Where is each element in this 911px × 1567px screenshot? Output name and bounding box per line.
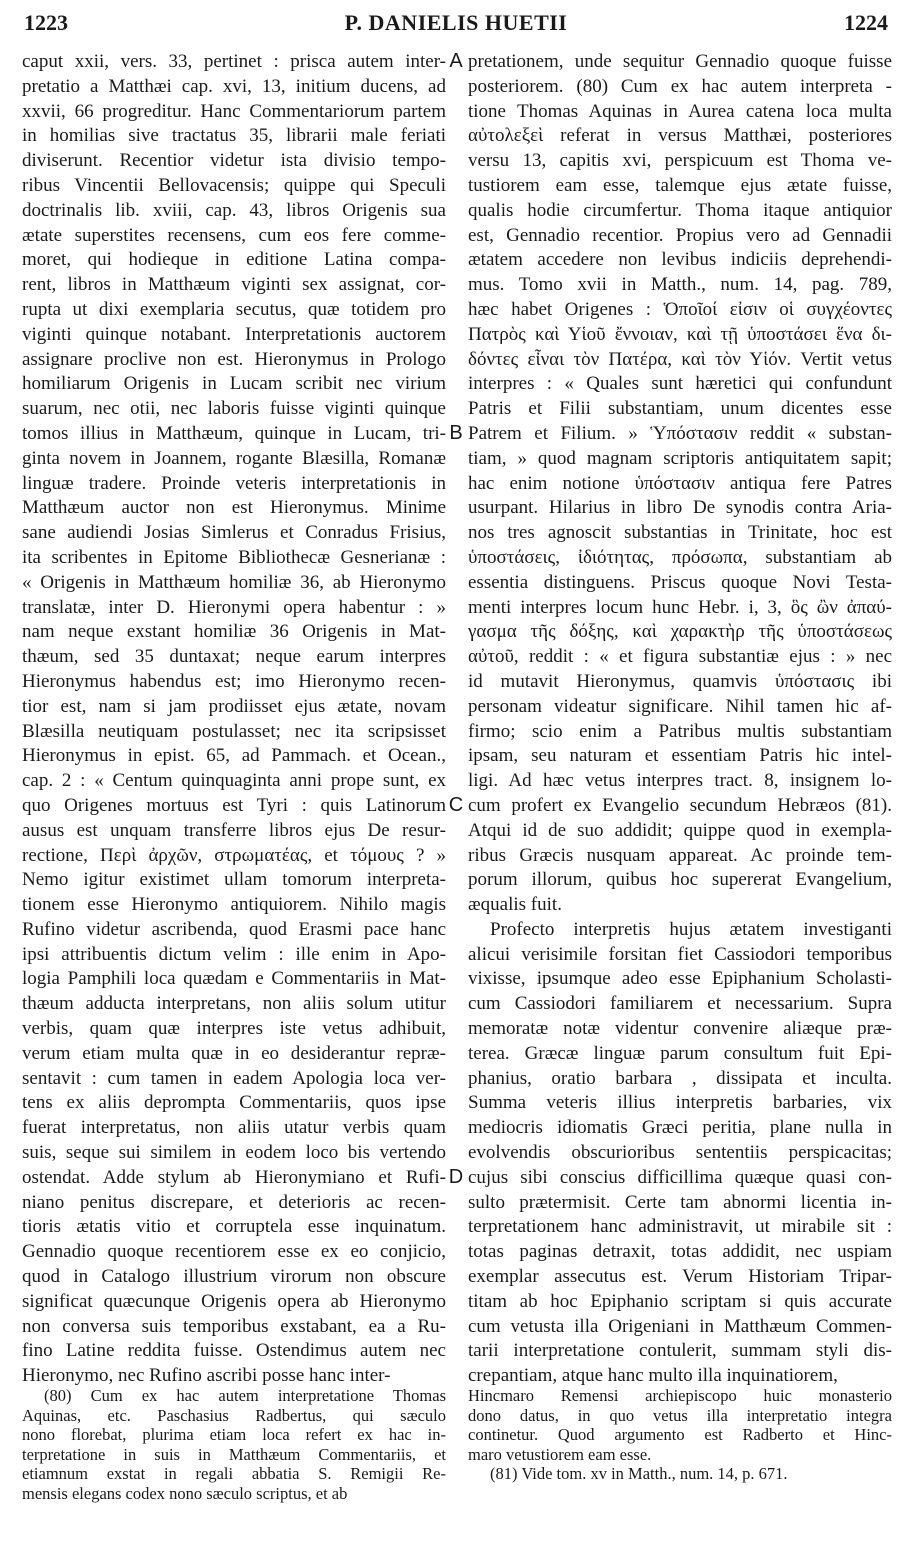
text-line: Hieronymo, nec Rufino ascribi posse hanc inter- [22, 1365, 391, 1387]
text-line: tustiorem eam esse, talemque ejus ætate fuisse, [468, 174, 892, 196]
text-line: titam ab hoc Epiphanio scriptam si quis accurate [468, 1290, 892, 1312]
text-line: tens ex aliis deprompta Commentariis, quos ipse [22, 1092, 446, 1114]
text-line: pretationem, unde sequitur Gennadio quoque fuisse [468, 51, 892, 72]
page-number-right: 1224 [844, 10, 888, 35]
text-line: interpres : « Quales sunt hæretici qui confundunt [468, 373, 892, 395]
text-line: evolvendis obscurioribus sententiis perspicacitas; [468, 1142, 892, 1164]
text-line: niano penitus discrepare, et deterioris ac recen- [22, 1191, 446, 1213]
text-line: « Origenis in Matthæum homiliæ 36, ab Hieronymo [22, 571, 446, 593]
text-line: verum etiam multa quæ in eo desiderantur repræ- [22, 1042, 446, 1064]
text-line: tomos illius in Matthæum, quinque in Lucam, tri- [22, 422, 446, 444]
margin-letter-d: D [448, 1166, 464, 1188]
text-line: hæc habet Origenes : Ὁποῖοί εἰσιν οἱ συγχέοντες [468, 298, 892, 320]
text-line: verbis, quam quæ interpres iste vetus adhibuit, [22, 1018, 446, 1040]
text-line: viginti quinque notabant. Interpretationis auctorem [22, 323, 446, 345]
text-line: ipsi attribuentis dictum velim : ille enim in Apo- [22, 943, 446, 965]
text-line: tarii interpretatione contulerit, summam styli dis- [468, 1340, 892, 1362]
text-line: æqualis fuit. [468, 894, 562, 916]
text-line: logia Pamphili loca quædam e Commentariis in Mat- [22, 968, 446, 990]
text-line: phanius, oratio barbara , dissipata et inculta. [468, 1067, 892, 1089]
text-line: memoratæ notæ videntur convenire aliæque præ- [468, 1018, 892, 1040]
page-number-left: 1223 [24, 10, 68, 35]
text-line: doctrinalis lib. xviii, cap. 43, libros Origenis sua [22, 199, 446, 221]
text-line: mediocris idiomatis Græci peritia, plane nulla in [468, 1117, 892, 1139]
text-line: xxvii, 66 progreditur. Hanc Commentariorum partem [22, 100, 446, 122]
text-line: ginta novem in Joannem, rogante Blæsilla, Romanæ [22, 447, 446, 469]
text-line: homiliarum Origenis in Lucam scribit nec virium [22, 373, 446, 395]
text-line: tiam, » quod magnam scriptoris antiquitatem sapit; [468, 447, 892, 469]
footnote-line: terpretatione in suis in Matthæum Commentariis, et [22, 1444, 446, 1464]
text-line: Hieronymus in epist. 65, ad Pammach. et Ocean., [22, 745, 446, 767]
text-line: ætate superstites recensens, cum eos fere comme- [22, 224, 446, 246]
text-line: tionem esse Hieronymo antiquiorem. Nihilo magis [22, 894, 446, 916]
text-line: qualis hodie circumfertur. Thoma itaque antiquior [468, 199, 892, 221]
text-line: hac enim notione ὑπόστασιν antiqua fere Patres [468, 472, 892, 494]
text-line: translatæ, inter D. Hieronymi opera habentur : » [22, 596, 446, 618]
text-line: est, Gennadio recentior. Propius vero ad Gennadii [468, 224, 892, 246]
footnote-line: Aquinas, etc. Paschasius Radbertus, qui sæculo [22, 1405, 446, 1425]
text-line: Patrem et Filium. » Ὑπόστασιν reddit « substan- [468, 422, 892, 444]
text-line: moret, qui hodieque in editione Latina compa- [22, 249, 446, 271]
page-header [24, 6, 888, 40]
text-line: Atqui id de suo addidit; quippe quod in exempla- [468, 819, 892, 841]
footnote-line: etiamnum exstat in regali abbatia S. Remigii Re- [22, 1464, 446, 1483]
margin-letter-c: C [448, 794, 464, 816]
text-line: in homilias sive tractatus 35, librarii male feriati [22, 125, 446, 147]
footnote-line: (80) Cum ex hac autem interpretatione Thomas [44, 1386, 446, 1405]
text-line: Πατρὸς καὶ Υἱοῦ ἔννοιαν, καὶ τῇ ὑποστάσει ἕνα δι- [468, 323, 892, 345]
text-line: suarum, nec otii, nec laboris fuisse viginti quinque [22, 398, 446, 420]
text-line: Matthæum auctor non est Hieronymus. Minime [22, 497, 446, 519]
text-line: sentavit : cum tamen in eadem Apologia loca ver- [22, 1067, 446, 1089]
text-line: rupta ut dixi exemplaria secutus, quæ totidem pro [22, 298, 446, 320]
text-line: ita scribentes in Epitome Bibliothecæ Gesnerianæ : [22, 546, 446, 568]
text-line: ausus est unquam transferre libros ejus De resur- [22, 819, 446, 841]
text-line: terpretationem hanc administravit, ut mirabile sit : [468, 1216, 892, 1238]
text-line: thæum adducta interpretans, non aliis solum utitur [22, 993, 446, 1015]
text-line: posteriorem. (80) Cum ex hac autem interpreta - [468, 75, 892, 97]
text-line: mus. Tomo xvii in Matth., num. 14, pag. 789, [468, 274, 892, 296]
text-line: essentia distinguens. Priscus quoque Novi Testa- [468, 571, 892, 593]
text-line: diviserunt. Recentior videtur ista divisio tempo- [22, 150, 446, 172]
text-line: rectione, Περὶ ἀρχῶν, στρωματέας, et τόμους ? » [22, 844, 446, 866]
margin-letter-b: B [449, 422, 463, 444]
text-line: Rufino videtur ascribenda, quod Erasmi pace hanc [22, 918, 446, 940]
text-line: exemplar assecutus est. Verum Historiam Tripar- [468, 1266, 892, 1288]
text-line: Profecto interpretis hujus ætatem investiganti [490, 918, 892, 940]
text-line: δόντες εἶναι τὸν Πατέρα, καὶ τὸν Υἱόν. Vertit vetus [468, 348, 892, 370]
text-line: sane audiendi Josias Simlerus et Conradus Frisius, [22, 522, 446, 544]
text-line: terea. Græcæ linguæ parum consultum fuit Epi- [468, 1042, 892, 1064]
footnotes-left [22, 1386, 446, 1503]
text-line: quo Origenes mortuus est Tyri : quis Latinorum [22, 794, 446, 816]
text-line: alicui verisimile forsitan fiet Cassiodori temporibus [468, 943, 892, 965]
footnote-line: continetur. Quod argumento est Radberto et Hinc- [468, 1425, 892, 1444]
text-line: tior est, nam si jam prodiisset ejus ætate, novam [22, 695, 446, 717]
text-line: non conversa suis temporibus exstabant, ea a Ru- [22, 1315, 446, 1337]
text-line: assignare proclive non est. Hieronymus in Prologo [22, 348, 446, 370]
text-line: cujus sibi conscius difficillima quæque quasi con- [468, 1166, 892, 1188]
text-line: ribus Vincentii Bellovacensis; quippe qui Speculi [22, 174, 446, 196]
text-line: usurpant. Hilarius in libro De synodis contra Aria- [468, 497, 892, 519]
right-column [468, 50, 892, 1389]
text-line: Gennadio quoque recentiorem esse ex eo conjicio, [22, 1241, 446, 1263]
text-line: thæum, sed 35 duntaxat; neque earum interpres [22, 646, 446, 668]
text-line: γασμα τῆς δόξης, καὶ χαρακτὴρ τῆς ὑποστάσεως [468, 621, 892, 643]
text-line: vixisse, ipsumque adeo esse Epiphanium Scholasti- [468, 968, 892, 990]
text-line: Nemo igitur existimet ullam tomorum interpreta- [22, 869, 446, 891]
text-line: firmo; scio enim a Patribus multis substantiam [468, 720, 892, 742]
footnotes-right [468, 1386, 892, 1484]
text-line: rent, libros in Matthæum viginti sex assignat, cor- [22, 274, 446, 296]
text-line: ὑποστάσεις, ἰδιότητας, πρόσωπα, substantiam ab [468, 546, 892, 568]
text-line: id mutavit Hieronymus, quamvis ὑπόστασις ibi [468, 670, 892, 692]
text-line: nos tres agnoscit substantias in Trinitate, hoc est [468, 522, 892, 544]
text-line: fuerat interpretatus, non aliis utatur verbis quam [22, 1117, 446, 1139]
text-line: Summa veteris illius interpretis barbaries, vix [468, 1092, 892, 1114]
footnote-line: maro vetustiorem eam esse. [468, 1444, 652, 1464]
footnote-line: dono datus, in quo vetus illa interpretatio integra [468, 1405, 892, 1425]
text-line: menti interpres locum hunc Hebr. i, 3, ὃς ὢν ἀπαύ- [468, 596, 892, 618]
text-line: αὐτοῦ, reddit : « et figura substantiæ ejus : » nec [468, 646, 892, 668]
text-line: ætatem accedere non levibus indiciis deprehendi- [468, 249, 892, 271]
text-line: ipsam, seu naturam et essentiam Patris hic intel- [468, 745, 892, 767]
running-head-title: P. DANIELIS HUETII [344, 10, 568, 35]
text-line: caput xxii, vers. 33, pertinet : prisca autem inter- [22, 51, 446, 72]
text-line: suis, seque sui similem in eodem loco bis vertendo [22, 1142, 446, 1164]
left-column [22, 50, 446, 1389]
footnote-line: nono florebat, plurima etiam loca refert ex hac in- [22, 1425, 446, 1444]
text-line: ribus Græcis nusquam appareat. Ac proinde tem- [468, 844, 892, 866]
text-line: nam neque exstant homiliæ 36 Origenis in Mat- [22, 621, 446, 643]
text-line: αὐτολεξεὶ referat in versus Matthæi, posteriores [468, 125, 892, 147]
text-line: linguæ tradere. Proinde veteris interpretationis in [22, 472, 446, 494]
text-line: ligi. Ad hæc vetus interpres tract. 8, insignem lo- [468, 770, 892, 792]
text-line: cap. 2 : « Centum quinquaginta anni prope sunt, ex [22, 770, 446, 792]
text-line: fino Latine reddita fuisse. Ostendimus autem nec [22, 1340, 446, 1362]
text-line: Patris et Filii substantiam, unum dicentes esse [468, 398, 892, 420]
text-line: porum illorum, quibus hoc supererat Evangelium, [468, 869, 892, 891]
text-line: cum vetusta illa Origeniani in Matthæum Commen- [468, 1315, 892, 1337]
text-line: cum profert ex Evangelio secundum Hebræos (81). [468, 794, 892, 816]
text-line: significat quæcunque Origenis opera ab Hieronymo [22, 1290, 446, 1312]
text-line: pretatio a Matthæi cap. xvi, 13, initium ducens, ad [22, 75, 446, 97]
text-line: sulto prætermisit. Certe tam abnormi licentia in- [468, 1191, 892, 1213]
text-line: personam videatur significare. Nihil tamen hic af- [468, 695, 892, 717]
text-line: crepantiam, atque hanc multo illa inquinatiorem, [468, 1365, 838, 1387]
text-line: ostendat. Adde stylum ab Hieronymiano et Rufi- [22, 1166, 446, 1188]
footnote-line: mensis elegans codex nono sæculo scriptus, et ab [22, 1483, 348, 1503]
text-line: Hieronymus habendus est; imo Hieronymo recen- [22, 670, 446, 692]
footnote-line: (81) Vide tom. xv in Matth., num. 14, p. 671. [490, 1464, 788, 1483]
text-line: quod in Catalogo illustrium virorum non obscure [22, 1266, 446, 1288]
text-line: cum Cassiodori familiarem et necessarium. Supra [468, 993, 892, 1015]
footnote-line: Hincmaro Remensi archiepiscopo huic monasterio [468, 1386, 892, 1405]
text-line: versu 13, capitis xvi, perspicuum est Thoma ve- [468, 150, 892, 172]
text-line: totas paginas detraxit, totas addidit, nec uspiam [468, 1241, 892, 1263]
text-line: tioris ætatis vitio et corruptela esse inquinatum. [22, 1216, 446, 1238]
text-line: Blæsilla neutiquam postulasset; nec ita scripsisset [22, 720, 446, 742]
margin-letter-a: A [449, 50, 463, 72]
text-line: tione Thomas Aquinas in Aurea catena loca multa [468, 100, 892, 122]
